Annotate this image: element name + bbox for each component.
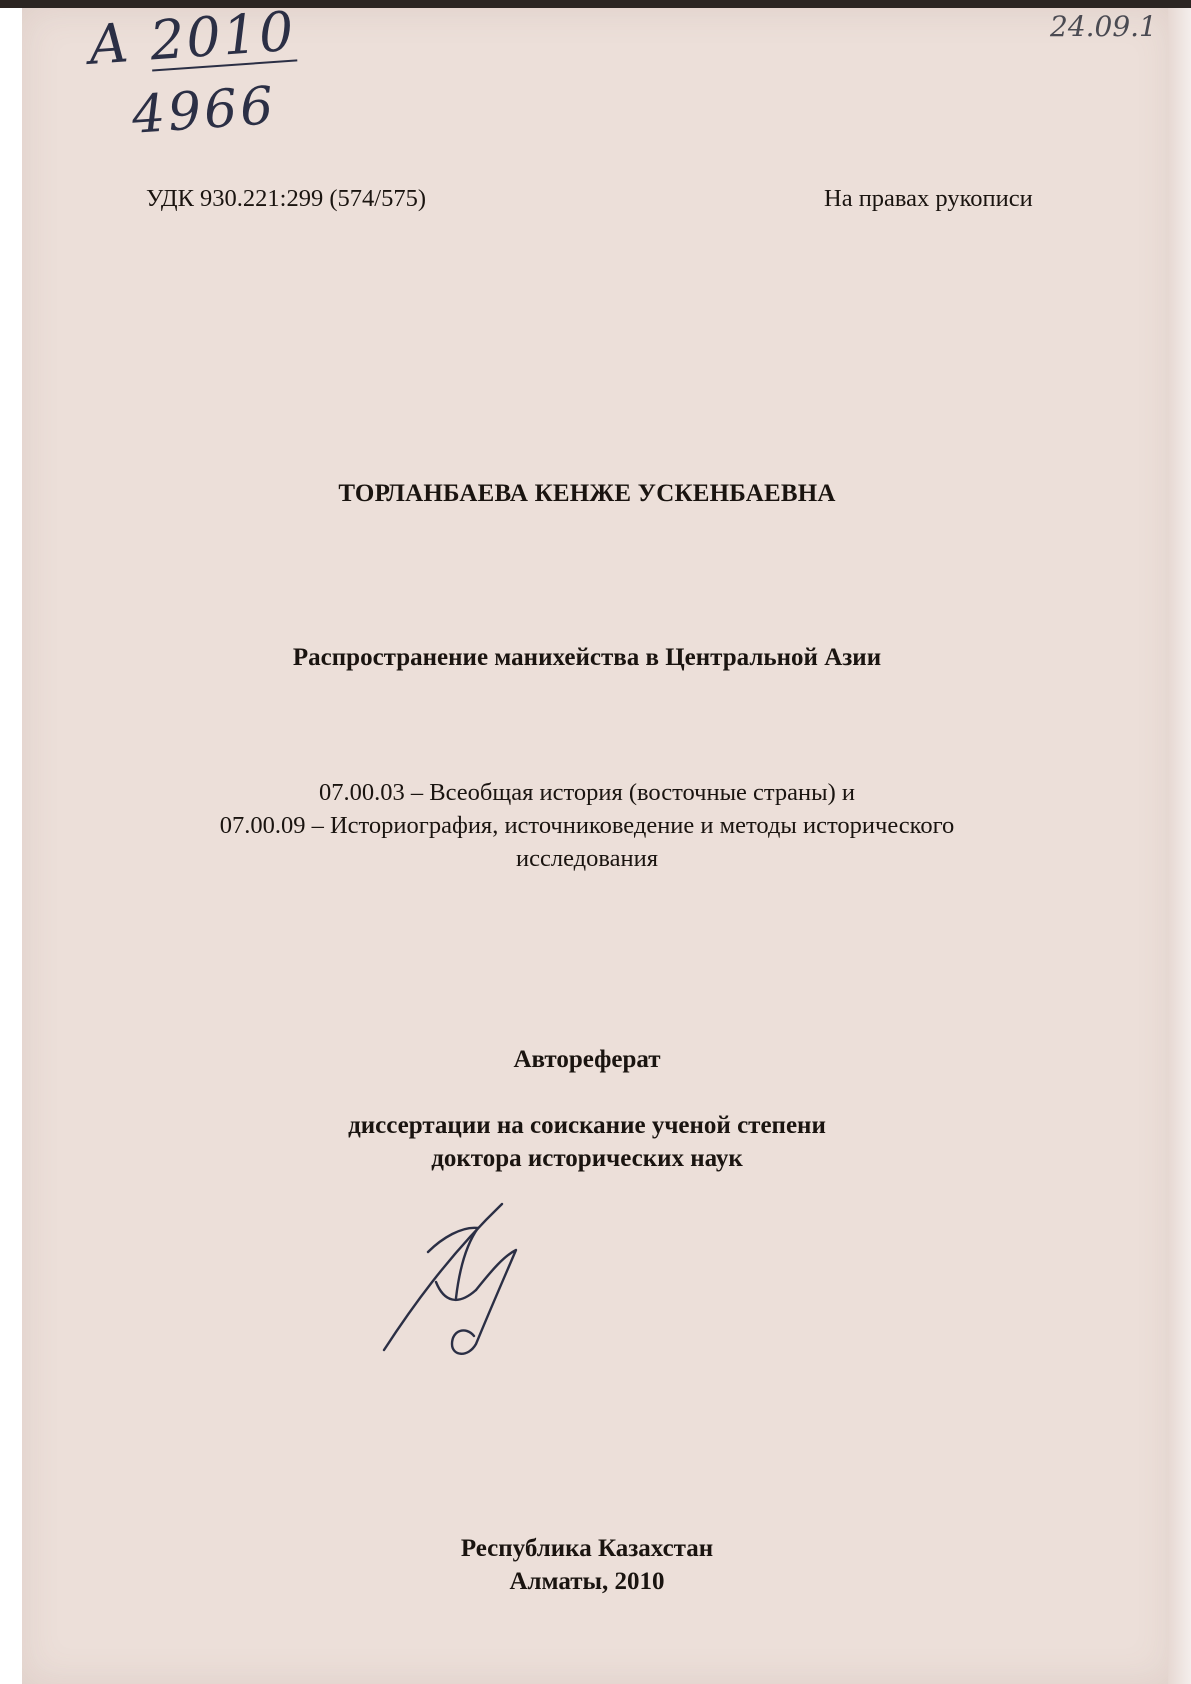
udk-code: УДК 930.221:299 (574/575) <box>146 185 426 212</box>
city-and-year: Алматы, 2010 <box>509 1568 665 1595</box>
specialty-line: 07.00.09 – Историография, источниковедение и методы исторического <box>219 812 955 839</box>
handwritten-archive-number: 4966 <box>130 75 279 146</box>
degree-line: диссертации на соискание ученой степени <box>348 1112 826 1139</box>
scan-shadow <box>1168 8 1191 1684</box>
rights-note: На правах рукописи <box>824 185 1033 212</box>
handwritten-date: 24.09.1 <box>1050 10 1157 43</box>
document-type: Автореферат <box>513 1046 661 1073</box>
place-of-publication: Республика Казахстан <box>460 1535 714 1562</box>
author-name: ТОРЛАНБАЕВА КЕНЖЕ УСКЕНБАЕВНА <box>338 480 836 507</box>
degree-line: доктора исторических наук <box>431 1145 743 1172</box>
specialty-line: 07.00.03 – Всеобщая история (восточные страны) и <box>318 779 856 806</box>
specialty-line: исследования <box>516 845 658 872</box>
archive-code-year: 2010 <box>147 0 298 73</box>
handwritten-signature <box>380 1198 530 1358</box>
dissertation-title: Распространение манихейства в Центральной Азии <box>292 644 882 671</box>
archive-code-prefix: А <box>86 11 134 77</box>
